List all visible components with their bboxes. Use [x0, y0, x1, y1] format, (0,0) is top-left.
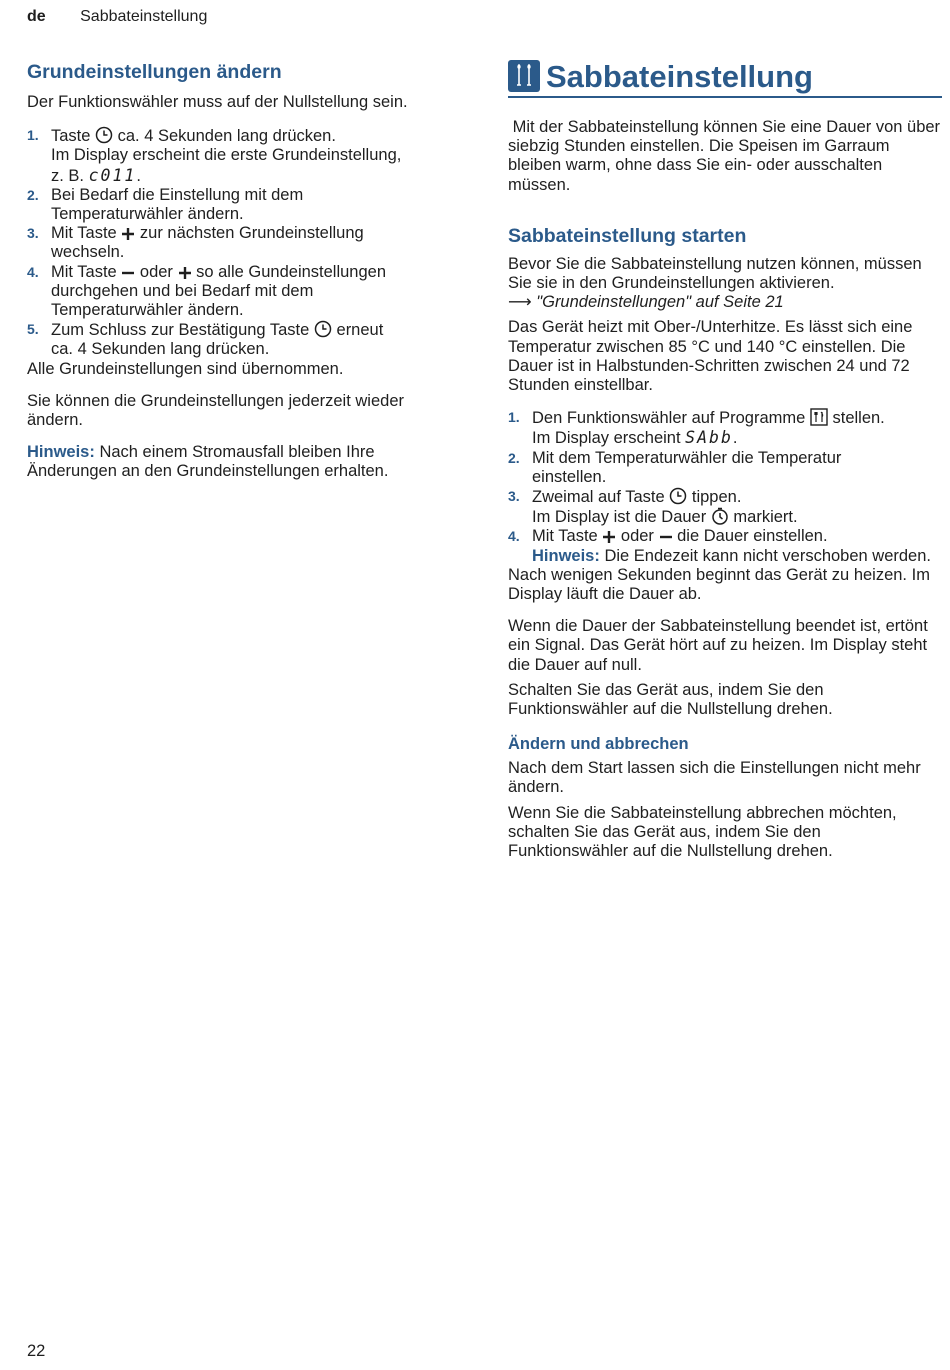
paragraph: Bevor Sie die Sabbateinstellung nutzen können, müssen Sie sie in den Grundeinstellungen aktivieren. — [508, 254, 922, 293]
hint-text: Nach einem Stromausfall bleiben Ihre Änderungen an den Grundeinstellungen erhalten. — [27, 443, 389, 481]
hint-label: Hinweis: — [27, 443, 95, 462]
hint-text: Die Endezeit kann nicht verschoben werden. — [604, 546, 931, 565]
display-code: SAbb — [685, 428, 733, 448]
list-item: 1. Taste ca. 4 Sekunden lang drücken. Im Display erscheint die erste Grundeinstellung, z. B. c011. — [27, 127, 402, 185]
clock-icon — [669, 487, 687, 505]
paragraph: Nach dem Start lassen sich die Einstellungen nicht mehr ändern. — [508, 759, 921, 797]
paragraph: Schalten Sie das Gerät aus, indem Sie den Funktionswähler auf die Nullstellung drehen. — [508, 680, 833, 719]
page-number: 22 — [27, 1342, 46, 1360]
list-item: 5. Zum Schluss zur Bestätigung Taste erneut ca. 4 Sekunden lang drücken. — [27, 321, 384, 359]
language-code: de — [27, 8, 46, 25]
left-column — [27, 58, 445, 482]
heading-sabbateinstellung-starten: Sabbateinstellung starten — [508, 224, 747, 247]
list-item: 4. Mit Taste oder die Dauer einstellen. Hinweis: Die Endezeit kann nicht verschoben werden. — [508, 527, 931, 565]
subheading-aendern-abbrechen: Ändern und abbrechen — [508, 735, 689, 754]
list-item: 3. Zweimal auf Taste tippen. Im Display ist die Dauer markiert. — [508, 488, 798, 527]
steps-list — [508, 408, 942, 566]
result-text: Nach wenigen Sekunden beginnt das Gerät zu heizen. Im Display läuft die Dauer ab. — [508, 565, 930, 604]
arrow-right-icon: ⟶ — [508, 293, 532, 312]
list-item: 3. Mit Taste zur nächsten Grundeinstellung wechseln. — [27, 224, 364, 262]
program-icon — [810, 408, 828, 426]
intro-text: Der Funktionswähler muss auf der Nullstellung sein. — [27, 93, 408, 111]
hint — [27, 443, 445, 481]
page-header — [27, 8, 207, 26]
display-code: c011 — [88, 165, 137, 185]
minus-icon — [659, 530, 673, 544]
list-item: 4. Mit Taste oder so alle Gundeinstellungen durchgehen und bei Bedarf mit dem Temperaturwähler ändern. — [27, 262, 387, 320]
intro-text: Mit der Sabbateinstellung können Sie eine Dauer von über siebzig Stunden einstellen. Die Speisen im Garraum bleiben warm, ohne dass Sie ein- oder ausschalten müssen. — [508, 118, 945, 194]
minus-icon — [121, 266, 135, 280]
list-item: 2. Bei Bedarf die Einstellung mit dem Temperaturwähler ändern. — [27, 185, 304, 224]
sabbath-icon — [508, 60, 540, 92]
paragraph: Sie können die Grundeinstellungen jederzeit wieder ändern. — [27, 391, 404, 430]
right-column — [508, 58, 945, 861]
clock-icon — [95, 126, 113, 144]
clock-icon — [314, 320, 332, 338]
heading-grundeinstellungen: Grundeinstellungen ändern — [27, 61, 282, 83]
section-name: Sabbateinstellung — [80, 8, 208, 25]
list-item: 2. Mit dem Temperaturwähler die Temperatur einstellen. — [508, 448, 842, 486]
plus-icon — [602, 530, 616, 544]
paragraph: Wenn Sie die Sabbateinstellung abbrechen möchten, schalten Sie das Gerät aus, indem Sie den Funktionswähler auf die Nullstellung drehen. — [508, 803, 897, 861]
paragraph: Das Gerät heizt mit Ober-/Unterhitze. Es lässt sich eine Temperatur zwischen 85 °C und 140 °C einstellen. Die Dauer ist in Halbstunden-Schritten zwischen 24 und 72 Stunden einstellbar. — [508, 318, 913, 395]
timer-icon — [711, 507, 729, 525]
paragraph: Wenn die Dauer der Sabbateinstellung beendet ist, ertönt ein Signal. Das Gerät hört auf zu heizen. Im Display steht die Dauer auf null. — [508, 617, 928, 674]
plus-icon — [121, 227, 135, 241]
title-row — [508, 58, 942, 98]
steps-list — [27, 126, 445, 359]
page-title: Sabbateinstellung — [546, 59, 813, 94]
hint-label: Hinweis: — [532, 546, 600, 565]
result-text: Alle Grundeinstellungen sind übernommen. — [27, 359, 344, 378]
cross-reference — [508, 293, 942, 312]
cross-reference-link[interactable]: "Grundeinstellungen" auf Seite 21 — [536, 293, 784, 312]
list-item: 1. Den Funktionswähler auf Programme stellen. Im Display erscheint SAbb. — [508, 409, 885, 448]
plus-icon — [178, 266, 192, 280]
